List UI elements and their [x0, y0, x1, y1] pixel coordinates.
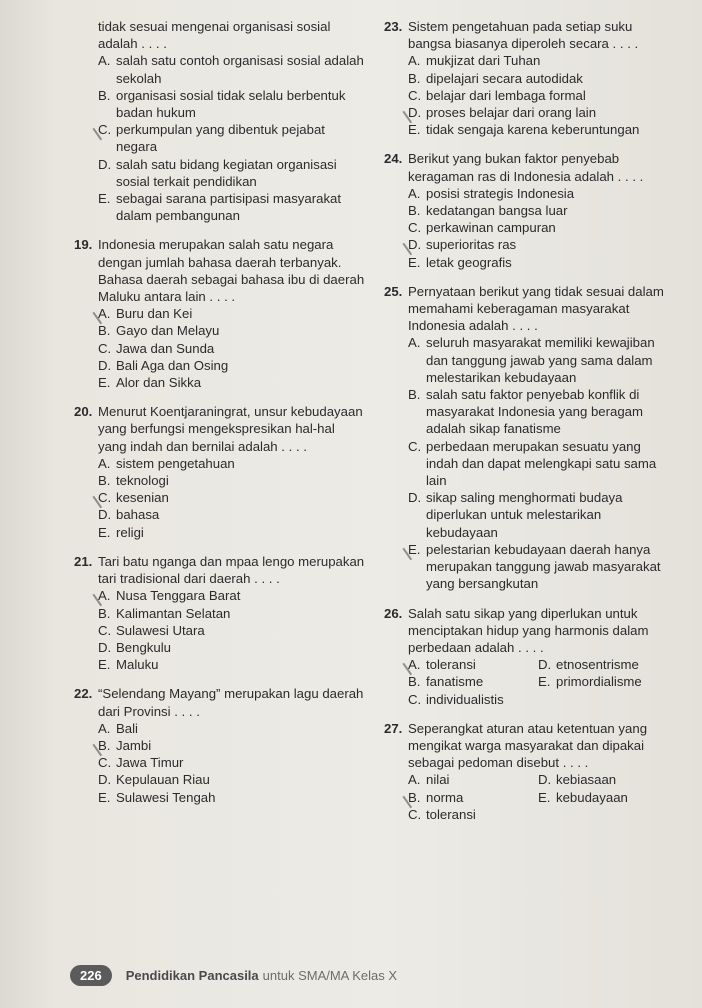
question-text: Sistem pengetahuan pada setiap suku bangsa biasanya diperoleh secara . . . .	[408, 19, 639, 52]
option: A. posisi strategis Indonesia	[408, 185, 575, 201]
question-text: Pernyataan berikut yang tidak sesuai dalam memahami keberagaman masyarakat Indonesia adalah . . . .	[408, 283, 664, 334]
option: D. salah satu bidang kegiatan organisasi sosial terkait pendidikan	[98, 156, 337, 189]
right-column	[384, 18, 668, 835]
option: C. Sulawesi Utara	[98, 622, 205, 638]
question-number: 26.	[384, 605, 403, 621]
question-number: 20.	[74, 404, 93, 420]
book-title: Pendidikan Pancasila	[125, 967, 259, 983]
option: B. organisasi sosial tidak selalu berbentuk badan hukum	[98, 87, 346, 121]
option: E. Sulawesi Tengah	[98, 789, 216, 805]
option: E. tidak sengaja karena keberuntungan	[408, 122, 640, 138]
option: E. kebudayaan	[538, 789, 628, 805]
question-number: 27.	[384, 720, 403, 736]
option: B. kedatangan bangsa luar	[408, 203, 568, 219]
option: B. norma	[408, 789, 538, 806]
option: B. Gayo dan Melayu	[98, 323, 220, 339]
book-subtitle: untuk SMA/MA Kelas X	[262, 967, 398, 983]
option: D. Bengkulu	[98, 639, 171, 655]
option: E. letak geografis	[408, 254, 512, 270]
question-number: 25.	[384, 283, 403, 299]
option: C. kesenian	[74, 489, 366, 506]
option: D. sikap saling menghormati budaya diperlukan untuk melestarikan kebudayaan	[408, 490, 623, 540]
option: D. kebiasaan	[538, 772, 617, 788]
option: A. sistem pengetahuan	[98, 455, 235, 471]
option: B. salah satu faktor penyebab konflik di masyarakat Indonesia yang beragam adalah sikap fanatisme	[408, 387, 643, 437]
option: C. Jawa dan Sunda	[98, 340, 215, 356]
question-22	[74, 685, 366, 805]
option: C. perkawinan campuran	[408, 220, 556, 236]
option: E. primordialisme	[538, 674, 642, 690]
question-21	[74, 553, 366, 673]
question-25	[384, 283, 668, 593]
option: E. sebagai sarana partisipasi masyarakat dalam pembangunan	[98, 191, 342, 224]
option: A. mukjizat dari Tuhan	[408, 53, 541, 69]
option: A. seluruh masyarakat memiliki kewajiban dan tanggung jawab yang sama dalam melestarikan kebudayaan	[408, 335, 655, 385]
question-text: Indonesia merupakan salah satu negara dengan jumlah bahasa daerah terbanyak. Bahasa daerah sebagai bahasa ibu di daerah Maluku antara lain . . . .	[98, 237, 365, 305]
option: E. religi	[98, 524, 144, 540]
option: A. Nusa Tenggara Barat	[74, 587, 366, 604]
page-footer	[70, 962, 397, 988]
option: D. Kepulauan Riau	[98, 772, 210, 788]
option: E. Alor dan Sikka	[98, 375, 202, 391]
question-20	[74, 403, 366, 541]
question-text: Seperangkat aturan atau ketentuan yang mengikat warga masyarakat dan dipakai sebagai pedoman disebut . . . .	[408, 720, 648, 771]
option: B. Jambi	[74, 737, 366, 754]
page-number: 226	[70, 965, 112, 986]
option: C. perbedaan merupakan sesuatu yang indah dan dapat melengkapi satu sama lain	[408, 438, 657, 489]
question-text: Salah satu sikap yang diperlukan untuk menciptakan hidup yang harmonis dalam perbedaan adalah . . . .	[408, 605, 649, 655]
option: C. toleransi	[408, 806, 476, 822]
question-number: 21.	[74, 553, 93, 569]
option: A. Buru dan Kei	[74, 305, 366, 322]
option: C. individualistis	[408, 691, 504, 707]
option: D. bahasa	[98, 507, 160, 523]
option: D. etnosentrisme	[538, 657, 639, 673]
option: B. teknologi	[98, 473, 169, 489]
option: B. dipelajari secara autodidak	[408, 70, 583, 86]
option: A. nilai	[408, 772, 450, 788]
question-27	[384, 720, 668, 823]
question-24	[384, 150, 668, 270]
question-text: Menurut Koentjaraningrat, unsur kebudayaan yang berfungsi mengekspresikan hal-hal yang indah dan bernilai adalah . . . .	[98, 404, 363, 454]
question-text: “Selendang Mayang” merupakan lagu daerah dari Provinsi . . . .	[98, 686, 364, 719]
option-grid	[384, 771, 668, 823]
question-number: 23.	[384, 19, 403, 34]
option: E. Maluku	[98, 657, 159, 673]
option: D. superioritas ras	[384, 236, 668, 253]
question-text: tidak sesuai mengenai organisasi sosial adalah . . . .	[98, 19, 331, 52]
question-26	[384, 605, 668, 708]
question-19	[74, 236, 366, 391]
option: D. Bali Aga dan Osing	[98, 357, 229, 373]
option-grid	[384, 656, 668, 708]
option: A. Bali	[98, 720, 138, 736]
option: E. pelestarian kebudayaan daerah hanya merupakan tanggung jawab masyarakat yang bersangkutan	[384, 541, 668, 593]
option: D. proses belajar dari orang lain	[384, 104, 668, 121]
question-number: 19.	[74, 237, 93, 253]
question-number: 22.	[74, 686, 93, 702]
option: A. toleransi	[408, 656, 538, 673]
option: C. perkumpulan yang dibentuk pejabat negara	[74, 121, 366, 155]
option: C. belajar dari lembaga formal	[408, 87, 586, 103]
question-23	[384, 18, 668, 138]
option: C. Jawa Timur	[98, 755, 184, 771]
option: B. fanatisme	[408, 674, 484, 690]
question-18-continued	[74, 18, 366, 224]
option: A. salah satu contoh organisasi sosial adalah sekolah	[98, 53, 364, 86]
question-number: 24.	[384, 151, 403, 167]
left-column	[74, 18, 366, 818]
option: B. Kalimantan Selatan	[98, 605, 231, 621]
question-text: Berikut yang bukan faktor penyebab keragaman ras di Indonesia adalah . . . .	[408, 151, 644, 184]
question-text: Tari batu nganga dan mpaa lengo merupakan tari tradisional dari daerah . . . .	[98, 553, 365, 587]
